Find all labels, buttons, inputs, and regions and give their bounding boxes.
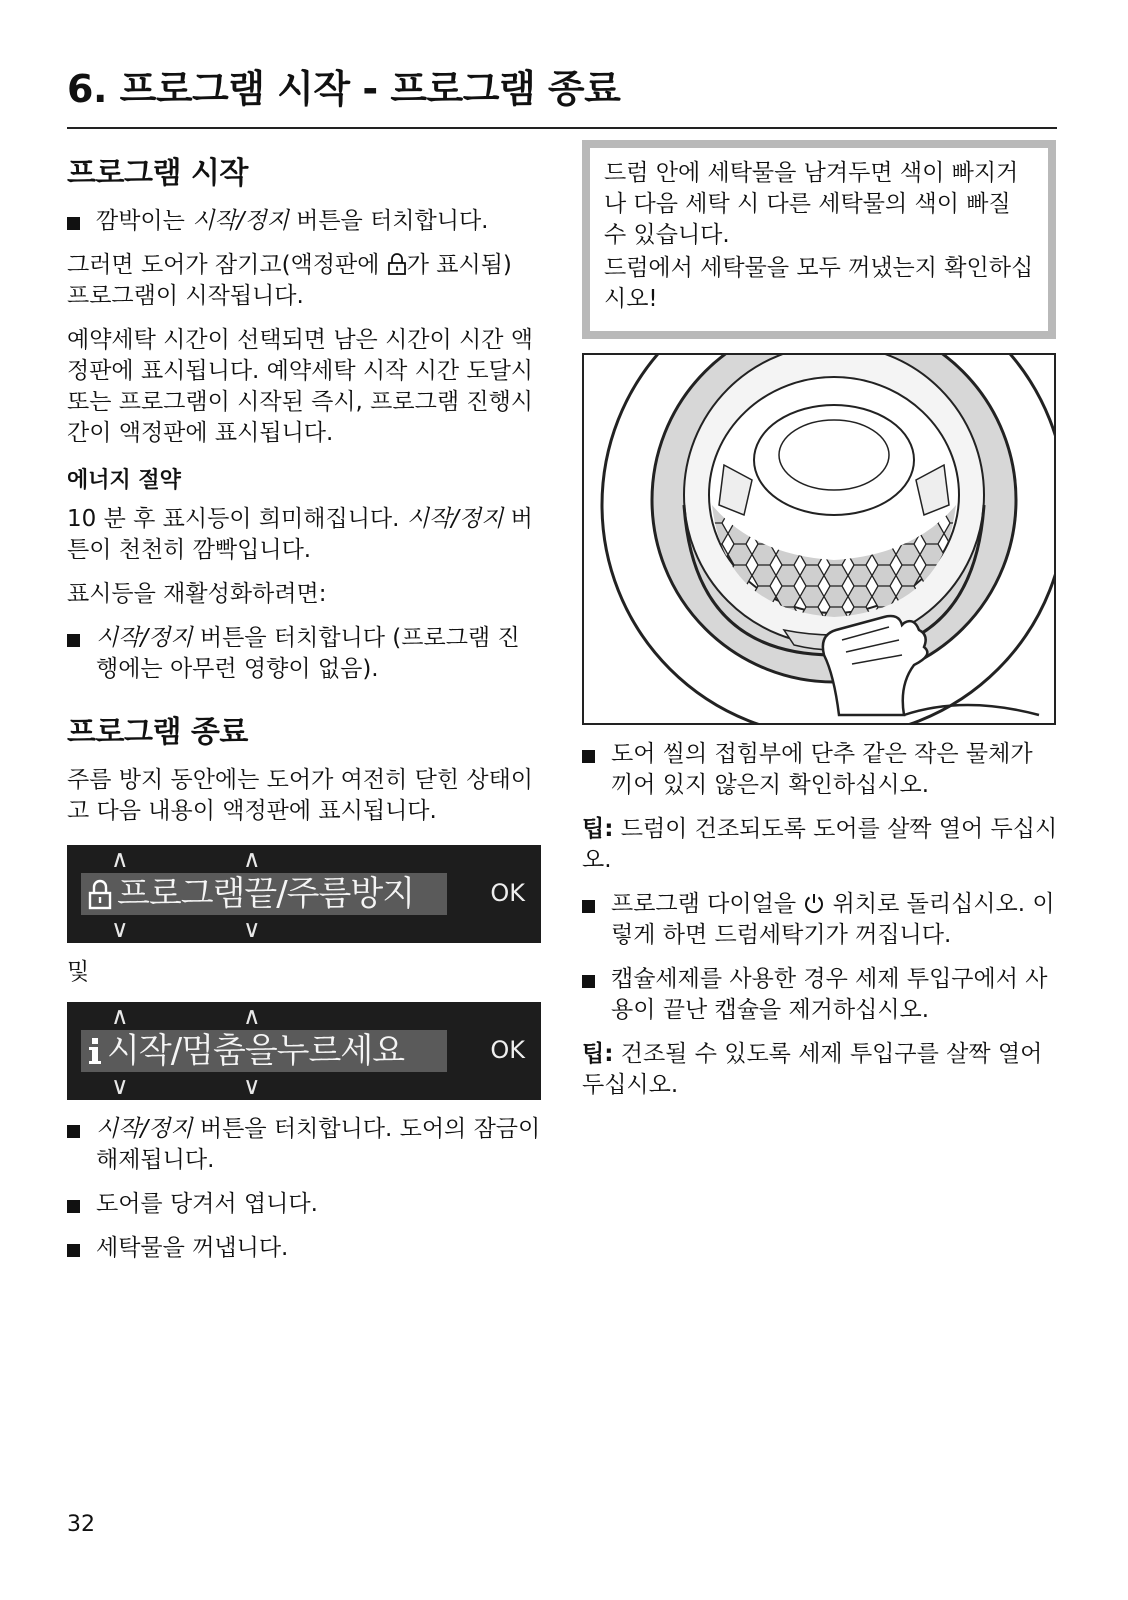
warning-text-color-fade: 드럼 안에 세탁물을 남겨두면 색이 빠지거나 다음 세탁 시 다른 세탁물의 색이 빠질 수 있습니다.	[604, 160, 1019, 248]
text-fragment: 그러면 도어가 잠기고(액정판에	[67, 252, 387, 278]
and-label: 및	[67, 959, 90, 985]
lcd-display-end	[67, 845, 541, 943]
list-item-turn-dial-off	[582, 889, 1060, 951]
arrow-down-icon: ∨	[243, 915, 261, 943]
lock-icon	[387, 253, 407, 275]
list-item-open-door: 도어를 당겨서 엽니다.	[67, 1189, 541, 1220]
section-heading-program-start: 프로그램 시작	[67, 156, 248, 191]
right-column	[582, 140, 1060, 1114]
ok-label: OK	[490, 1036, 525, 1064]
text-fragment: 깜박이는	[96, 208, 193, 234]
text-fragment: 10 분 후 표시등이 희미해집니다.	[67, 506, 407, 532]
paragraph-dimming	[67, 504, 541, 566]
section-heading-program-end: 프로그램 종료	[67, 715, 248, 750]
lcd-screen	[81, 873, 447, 915]
lcd-screen	[81, 1030, 447, 1072]
list-item-touch-start	[67, 206, 541, 237]
power-icon	[803, 892, 825, 914]
start-stop-button-label: 시작/정지	[192, 208, 289, 234]
text-fragment: 버튼을 터치합니다 (프로그램 진행에는 아무런 영향이 없음).	[96, 625, 520, 682]
list-item-remove-capsule: 캡슐세제를 사용한 경우 세제 투입구에서 사용이 끝난 캡슐을 제거하십시오.	[582, 964, 1060, 1026]
warning-text-check-drum: 드럼에서 세탁물을 모두 꺼냈는지 확인하십시오!	[604, 255, 1034, 312]
left-column	[67, 140, 541, 1277]
text-fragment: 버튼을 터치합니다.	[288, 208, 489, 234]
arrow-up-icon: ∧	[243, 845, 261, 873]
text-fragment: 프로그램 다이얼을	[611, 891, 804, 917]
info-icon	[87, 1035, 103, 1067]
washing-machine-drum-illustration	[584, 355, 1054, 723]
arrow-down-icon: ∨	[243, 1072, 261, 1100]
text-fragment: 위치로 돌리십시오. 이렇게 하면 드럼세탁기가 꺼집니다.	[611, 891, 1055, 948]
tip-label: 팁:	[582, 816, 614, 842]
arrow-up-icon: ∧	[111, 1002, 129, 1030]
section-heading-energy-saving: 에너지 절약	[67, 468, 181, 493]
tip-leave-door-open	[582, 814, 1060, 876]
start-stop-button-label: 시작/정지	[96, 1116, 193, 1142]
tip-open-dispenser	[582, 1039, 1060, 1101]
ok-label: OK	[490, 879, 525, 907]
tip-label: 팁:	[582, 1041, 614, 1067]
list-item-touch-start-reactivate	[67, 623, 541, 685]
text-fragment: 건조될 수 있도록 세제 투입구를 살짝 열어 두십시오.	[582, 1041, 1043, 1098]
arrow-up-icon: ∧	[111, 845, 129, 873]
start-stop-button-label: 시작/정지	[96, 625, 193, 651]
text-fragment: 드럼이 건조되도록 도어를 살짝 열어 두십시오.	[582, 816, 1058, 873]
paragraph-reactivate: 표시등을 재활성화하려면:	[67, 581, 327, 607]
lock-icon	[87, 878, 113, 910]
drum-illustration	[582, 353, 1056, 725]
paragraph-anti-crease: 주름 방지 동안에는 도어가 여전히 닫힌 상태이고 다음 내용이 액정판에 표시됩니다.	[67, 767, 534, 824]
warning-box	[582, 140, 1056, 339]
list-item-remove-laundry: 세탁물을 꺼냅니다.	[67, 1233, 541, 1264]
arrow-down-icon: ∨	[111, 915, 129, 943]
lcd-display-press-start	[67, 1002, 541, 1100]
paragraph-door-locked	[67, 250, 541, 312]
arrow-down-icon: ∨	[111, 1072, 129, 1100]
list-item-touch-start-unlock	[67, 1114, 541, 1176]
lcd-text: 시작/멈춤을누르세요	[107, 1031, 405, 1071]
text-fragment: 버튼이 천천히 깜빡입니다.	[67, 506, 533, 563]
start-stop-button-label: 시작/정지	[406, 506, 504, 532]
page-title: 6. 프로그램 시작 - 프로그램 종료	[67, 58, 1057, 129]
page-number: 32	[67, 1512, 95, 1537]
text-fragment: 가 표시됨) 프로그램이 시작됩니다.	[67, 252, 512, 309]
list-item-check-seal: 도어 씰의 접힘부에 단추 같은 작은 물체가 끼어 있지 않은지 확인하십시오.	[582, 739, 1060, 801]
paragraph-delay-start: 예약세탁 시간이 선택되면 남은 시간이 시간 액정판에 표시됩니다. 예약세탁 시작 시간 도달시 또는 프로그램이 시작된 즉시, 프로그램 진행시간이 액정판에 표시됩니다.	[67, 327, 534, 446]
lcd-text: 프로그램끝/주름방지	[117, 874, 415, 914]
text-fragment: 버튼을 터치합니다. 도어의 잠금이 해제됩니다.	[96, 1116, 541, 1173]
arrow-up-icon: ∧	[243, 1002, 261, 1030]
